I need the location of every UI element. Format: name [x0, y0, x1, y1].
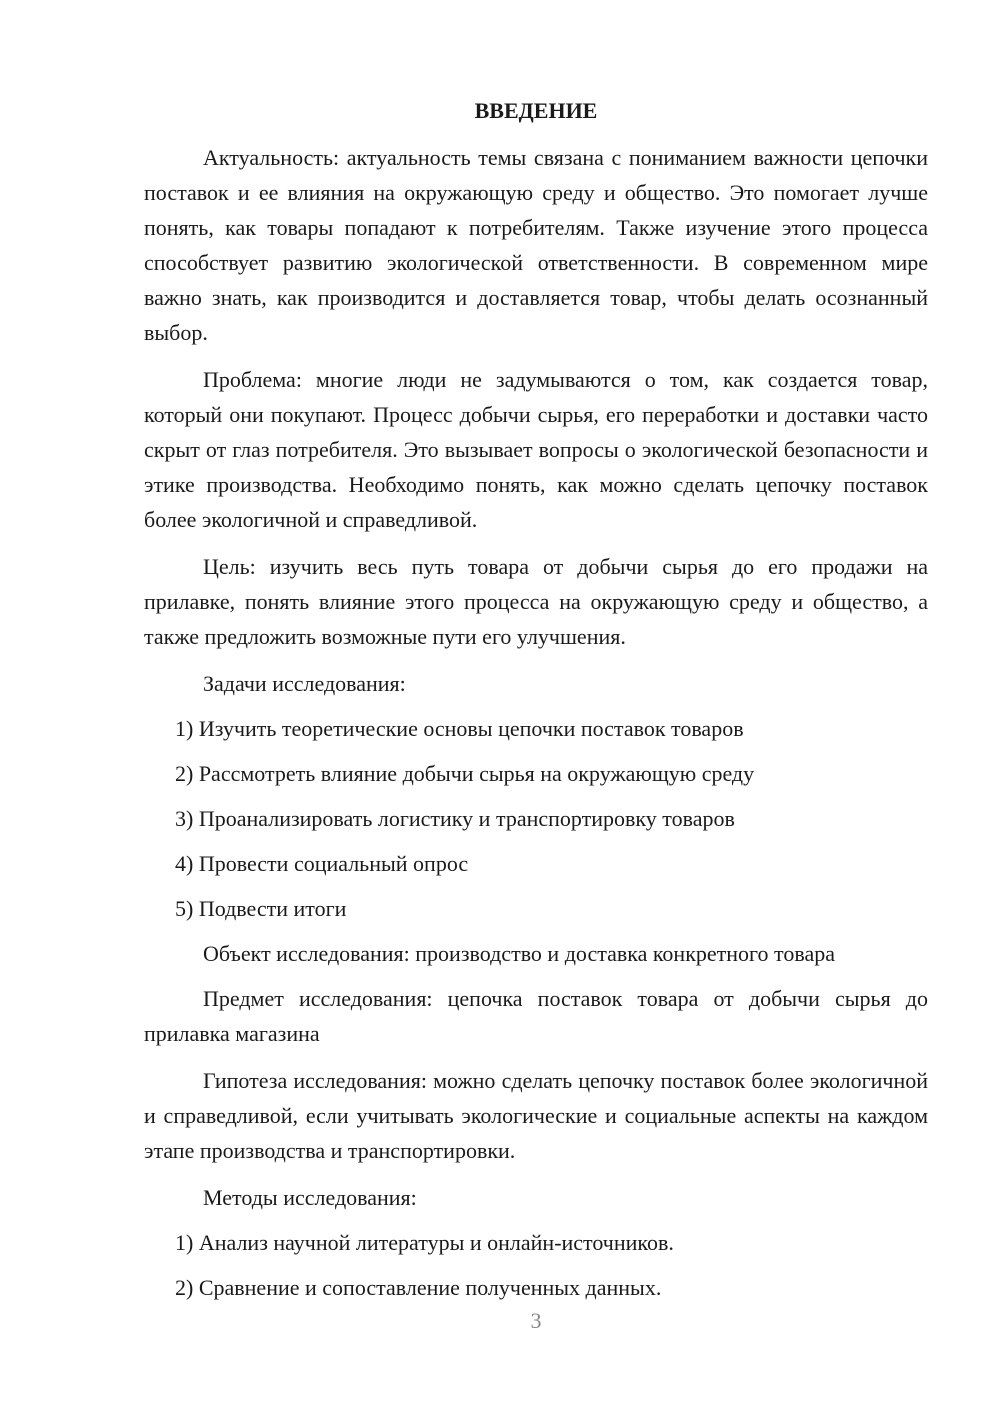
relevance-paragraph: Актуальность: актуальность темы связана с пониманием важности цепочки поставок и ее влияния на окружающую среду и общество. Это помогает лучше понять, как товары попадают к потребителям. Также изучение этого процесса способствует развитию экологической ответственности. В современном мире важно знать, как производится и доставляется товар, чтобы делать осознанный выбор. — [144, 145, 928, 345]
page-content — [144, 94, 928, 1305]
section-title: ВВЕДЕНИЕ — [474, 98, 598, 123]
method-item: 1) Анализ научной литературы и онлайн-источников. — [175, 1230, 674, 1255]
task-item: 1) Изучить теоретические основы цепочки поставок товаров — [175, 716, 744, 741]
tasks-heading: Задачи исследования: — [203, 671, 406, 696]
page-number: 3 — [530, 1308, 542, 1333]
goal-paragraph: Цель: изучить весь путь товара от добычи сырья до его продажи на прилавке, понять влияние этого процесса на окружающую среду и общество, а также предложить возможные пути его улучшения. — [144, 554, 928, 649]
method-item: 2) Сравнение и сопоставление полученных данных. — [175, 1275, 662, 1300]
methods-heading: Методы исследования: — [203, 1185, 417, 1210]
task-item: 4) Провести социальный опрос — [175, 851, 469, 876]
subject-paragraph: Предмет исследования: цепочка поставок товара от добычи сырья до прилавка магазина — [144, 986, 928, 1046]
object-paragraph: Объект исследования: производство и доставка конкретного товара — [203, 941, 835, 966]
hypothesis-paragraph: Гипотеза исследования: можно сделать цепочку поставок более экологичной и справедливой, если учитывать экологические и социальные аспекты на каждом этапе производства и транспортировки. — [144, 1068, 928, 1163]
task-item: 2) Рассмотреть влияние добычи сырья на окружающую среду — [175, 761, 755, 786]
task-item: 5) Подвести итоги — [175, 896, 347, 921]
task-item: 3) Проанализировать логистику и транспортировку товаров — [175, 806, 735, 831]
problem-paragraph: Проблема: многие люди не задумываются о том, как создается товар, который они покупают. Процесс добычи сырья, его переработки и доставки часто скрыт от глаз потребителя. Это вызывает вопросы о экологической безопасности и этике производства. Необходимо понять, как можно сделать цепочку поставок более экологичной и справедливой. — [144, 367, 928, 532]
